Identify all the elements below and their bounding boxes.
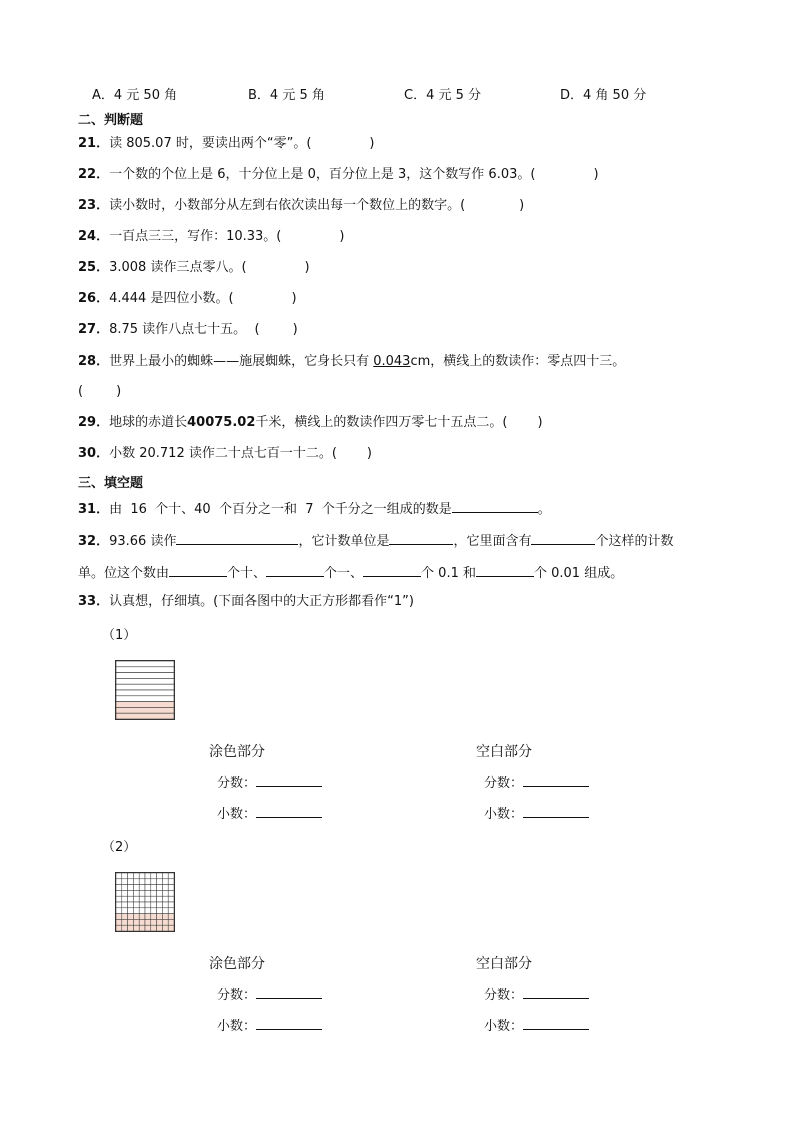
question-number: 27． [78, 322, 110, 337]
question-25 [78, 260, 310, 276]
grid-cell [151, 908, 157, 914]
grid-cell [133, 885, 139, 891]
choice-a: A．4 元 50 角 [92, 88, 178, 103]
decimal-label: 小数： [217, 1019, 257, 1034]
question-30 [78, 446, 372, 462]
blank-part-title: 空白部分 [476, 956, 532, 972]
grid-cell [122, 902, 128, 908]
grid-cell [133, 914, 139, 920]
choice-d: D．4 角 50 分 [560, 88, 647, 103]
question-text: 读小数时，小数部分从左到右依次读出每一个数位上的数字。( [109, 198, 466, 213]
strip-cell [116, 690, 174, 696]
bold-number: 40075.02 [187, 415, 256, 430]
strip-cell [116, 667, 174, 673]
question-number: 32． [78, 534, 110, 549]
grid-cell [162, 896, 168, 902]
shaded-decimal-row [217, 803, 322, 822]
grid-cell [162, 873, 168, 879]
question-text: 个 0.1 和 [421, 566, 476, 581]
grid-cell [145, 902, 151, 908]
question-text: 8.75 读作八点七十五。 [109, 322, 247, 337]
grid-cell [133, 873, 139, 879]
fraction-label: 分数： [217, 776, 257, 791]
grid-cell [162, 925, 168, 931]
question-number: 21． [78, 136, 110, 151]
question-number: 30． [78, 446, 110, 461]
grid-cell [116, 890, 122, 896]
grid-cell [151, 885, 157, 891]
grid-cell [133, 919, 139, 925]
decimal-label: 小数： [484, 1019, 524, 1034]
blank-fraction-input[interactable] [523, 773, 589, 787]
grid-cell [157, 896, 163, 902]
grid-cell [133, 908, 139, 914]
grid-cell [151, 890, 157, 896]
grid-cell [133, 890, 139, 896]
strip-cell [116, 678, 174, 684]
question-text: 单。位这个数由 [78, 566, 170, 581]
grid-cell [168, 914, 174, 920]
section-title-judgement: 二、判断题 [78, 113, 144, 128]
grid-cell [145, 914, 151, 920]
grid-cell [116, 919, 122, 925]
grid-cell [139, 896, 145, 902]
question-text: 个一、 [324, 566, 364, 581]
grid-cell [139, 879, 145, 885]
question-27 [78, 322, 298, 338]
answer-paren[interactable]: ( ) [78, 384, 122, 399]
grid-cell [116, 925, 122, 931]
grid-cell [145, 879, 151, 885]
striped-square-figure [115, 660, 175, 720]
shaded-fraction-input[interactable] [256, 985, 322, 999]
grid-cell [157, 919, 163, 925]
question-26 [78, 291, 297, 307]
grid-square-figure [115, 872, 175, 932]
question-number: 22． [78, 167, 110, 182]
paren-close: ) [519, 198, 525, 213]
grid-cell [168, 873, 174, 879]
blank-part-title: 空白部分 [476, 744, 532, 760]
question-28-answer [78, 384, 121, 400]
question-text-pre: 地球的赤道长 [109, 415, 188, 430]
grid-cell [168, 902, 174, 908]
shaded-decimal-input[interactable] [256, 804, 322, 818]
grid-cell [128, 896, 134, 902]
answer-line-count[interactable] [531, 531, 595, 545]
question-text: 个这样的计数 [595, 534, 674, 549]
question-number: 29． [78, 415, 110, 430]
blank-fraction-input[interactable] [523, 985, 589, 999]
question-text: 一个数的个位上是 6，十分位上是 0，百分位上是 3，这个数写作 6.03。( [109, 167, 536, 182]
grid-cell [145, 919, 151, 925]
grid-cell [122, 873, 128, 879]
grid-cell [122, 925, 128, 931]
shaded-decimal-input[interactable] [256, 1016, 322, 1030]
grid-cell [157, 885, 163, 891]
grid-cell [128, 908, 134, 914]
grid-cell [168, 925, 174, 931]
grid-cell [168, 896, 174, 902]
question-text: 3.008 读作三点零八。( [109, 260, 247, 275]
choice-b: B．4 元 5 角 [248, 88, 325, 103]
answer-line-reading[interactable] [176, 531, 298, 545]
grid-cell [162, 879, 168, 885]
shaded-fraction-row [217, 772, 322, 791]
grid-cell [139, 873, 145, 879]
question-text: ，它里面含有 [453, 534, 532, 549]
grid-cell [116, 896, 122, 902]
grid-cell [128, 885, 134, 891]
question-21 [78, 136, 374, 152]
grid-cell [157, 890, 163, 896]
grid-cell [139, 885, 145, 891]
grid-cell [151, 914, 157, 920]
grid-cell [151, 919, 157, 925]
grid-cell [122, 908, 128, 914]
question-28 [78, 354, 625, 370]
grid-cell [139, 919, 145, 925]
paren-close: ) [291, 291, 297, 306]
strip-cell [116, 713, 174, 719]
grid-cell [157, 925, 163, 931]
grid-cell [122, 879, 128, 885]
grid-cell [162, 914, 168, 920]
grid-cell [157, 879, 163, 885]
grid-cell [116, 902, 122, 908]
grid-cell [133, 879, 139, 885]
question-text: 93.66 读作 [109, 534, 177, 549]
answer-line-ones[interactable] [266, 563, 324, 577]
grid-cell [145, 873, 151, 879]
grid-cell [168, 885, 174, 891]
decimal-label: 小数： [217, 807, 257, 822]
grid-cell [145, 925, 151, 931]
question-29 [78, 415, 543, 431]
hundredths-diagram [116, 873, 174, 931]
grid-cell [162, 885, 168, 891]
blank-fraction-row [484, 772, 589, 791]
grid-cell [133, 902, 139, 908]
grid-cell [116, 914, 122, 920]
grid-cell [116, 879, 122, 885]
shaded-decimal-row [217, 1015, 322, 1034]
strip-cell [116, 702, 174, 708]
blank-decimal-input[interactable] [523, 1016, 589, 1030]
question-text: 小数 20.712 读作二十点七百一十二。( [109, 446, 337, 461]
paren-close: ) [369, 136, 375, 151]
blank-fraction-row [484, 984, 589, 1003]
grid-cell [128, 919, 134, 925]
blank-decimal-row [484, 803, 589, 822]
fraction-label: 分数： [217, 988, 257, 1003]
question-33 [78, 594, 414, 610]
grid-cell [162, 890, 168, 896]
question-24 [78, 229, 344, 245]
question-number: 31． [78, 502, 110, 517]
answer-line[interactable] [452, 499, 538, 513]
answer-line-hundredths[interactable] [476, 563, 534, 577]
grid-cell [168, 879, 174, 885]
grid-cell [128, 873, 134, 879]
section-title-fill-in: 三、填空题 [78, 476, 144, 491]
question-text: ，它计数单位是 [298, 534, 390, 549]
question-32 [78, 531, 674, 550]
fraction-label: 分数： [484, 988, 524, 1003]
grid-cell [128, 890, 134, 896]
grid-cell [139, 925, 145, 931]
shaded-part-title: 涂色部分 [209, 744, 265, 760]
decimal-label: 小数： [484, 807, 524, 822]
grid-cell [128, 914, 134, 920]
grid-cell [139, 890, 145, 896]
paren-close: ) [304, 260, 310, 275]
grid-cell [116, 885, 122, 891]
answer-line-unit[interactable] [389, 531, 453, 545]
question-22 [78, 167, 599, 183]
grid-cell [128, 879, 134, 885]
grid-cell [162, 902, 168, 908]
shaded-fraction-row [217, 984, 322, 1003]
part-2-label: （2） [102, 840, 137, 855]
grid-cell [157, 908, 163, 914]
grid-cell [139, 902, 145, 908]
question-number: 26． [78, 291, 110, 306]
grid-cell [151, 925, 157, 931]
question-text: 认真想，仔细填。(下面各图中的大正方形都看作“1”) [109, 594, 414, 609]
strip-cell [116, 673, 174, 679]
question-text-post: 千米，横线上的数读作四万零七十五点二。( [255, 415, 508, 430]
question-32-line2 [78, 563, 623, 582]
grid-cell [122, 914, 128, 920]
grid-cell [151, 879, 157, 885]
question-text-post: cm，横线上的数读作：零点四十三。 [410, 354, 626, 369]
grid-cell [162, 919, 168, 925]
answer-paren[interactable]: ( ) [254, 322, 298, 337]
grid-cell [133, 925, 139, 931]
grid-cell [122, 919, 128, 925]
strip-cell [116, 696, 174, 702]
question-text: 4.444 是四位小数。( [109, 291, 234, 306]
answer-line-tenths[interactable] [363, 563, 421, 577]
grid-cell [151, 902, 157, 908]
grid-cell [145, 908, 151, 914]
paren-close: ) [366, 446, 372, 461]
grid-cell [145, 896, 151, 902]
blank-decimal-row [484, 1015, 589, 1034]
grid-cell [145, 890, 151, 896]
paren-close: ) [593, 167, 599, 182]
grid-cell [168, 919, 174, 925]
grid-cell [162, 908, 168, 914]
grid-cell [116, 873, 122, 879]
underlined-number: 0.043 [373, 354, 411, 369]
grid-cell [122, 885, 128, 891]
grid-cell [151, 873, 157, 879]
tenths-diagram [116, 661, 174, 719]
strip-cell [116, 684, 174, 690]
question-text: 由 16 个十、40 个百分之一和 7 个千分之一组成的数是 [109, 502, 452, 517]
grid-cell [122, 896, 128, 902]
question-number: 23． [78, 198, 110, 213]
question-text: 一百点三三，写作：10.33。( [109, 229, 282, 244]
period: 。 [537, 502, 551, 517]
grid-cell [168, 908, 174, 914]
grid-cell [157, 914, 163, 920]
question-text: 读 805.07 时，要读出两个“零”。( [109, 136, 312, 151]
paren-close: ) [339, 229, 345, 244]
question-text-pre: 世界上最小的蜘蛛——施展蜘蛛，它身长只有 [109, 354, 374, 369]
grid-cell [122, 890, 128, 896]
grid-cell [116, 908, 122, 914]
question-31 [78, 499, 551, 518]
grid-cell [133, 896, 139, 902]
strip-cell [116, 661, 174, 667]
question-text: 个 0.01 组成。 [534, 566, 624, 581]
question-number: 25． [78, 260, 110, 275]
grid-cell [128, 902, 134, 908]
part-1-label: （1） [102, 628, 137, 643]
grid-cell [157, 873, 163, 879]
question-number: 28． [78, 354, 110, 369]
paren-close: ) [537, 415, 543, 430]
grid-cell [168, 890, 174, 896]
grid-cell [139, 914, 145, 920]
answer-line-tens[interactable] [169, 563, 227, 577]
question-number: 33． [78, 594, 110, 609]
shaded-part-title: 涂色部分 [209, 956, 265, 972]
grid-cell [157, 902, 163, 908]
question-23 [78, 198, 524, 214]
shaded-fraction-input[interactable] [256, 773, 322, 787]
choice-c: C．4 元 5 分 [404, 88, 482, 103]
question-number: 24． [78, 229, 110, 244]
grid-cell [151, 896, 157, 902]
grid-cell [145, 885, 151, 891]
grid-cell [139, 908, 145, 914]
grid-cell [128, 925, 134, 931]
blank-decimal-input[interactable] [523, 804, 589, 818]
strip-cell [116, 707, 174, 713]
fraction-label: 分数： [484, 776, 524, 791]
question-text: 个十、 [227, 566, 267, 581]
